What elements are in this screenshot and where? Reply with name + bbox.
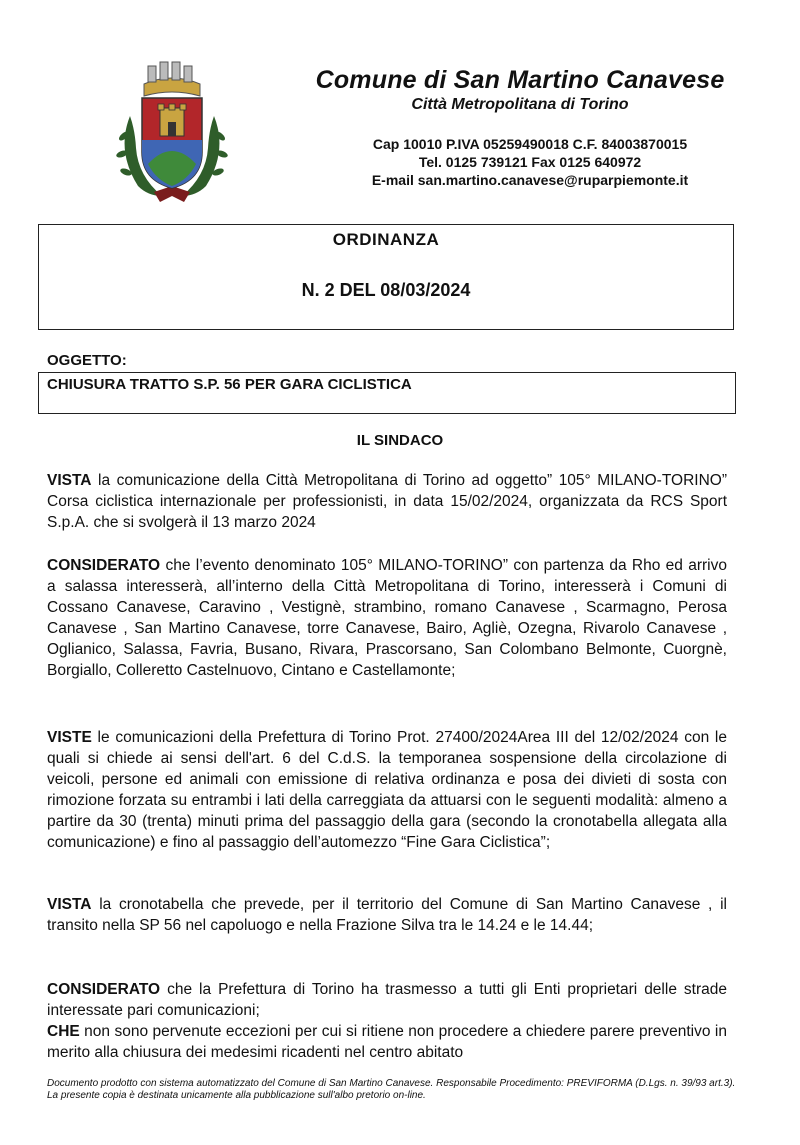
paragraph-lead: CONSIDERATO	[47, 981, 161, 998]
paragraph-considerato-2	[47, 979, 727, 1063]
paragraph-vista-2	[47, 894, 727, 936]
paragraph-text: che l’evento denominato 105° MILANO-TORINO” con partenza da Rho ed arrivo a salassa interesserà, all’interno della Città Metropolitana di Torino, interesserà i Comuni di Cossano Canavese, Caravino , Vestignè, strambino, romano Canavese , Scarmagno, Perosa Canavese , San Martino Canavese, torre Canavese, Bairo, Agliè, Ozegna, Rivarolo Canavese , Oglianico, Salassa, Favria, Busano, Rivara, Prascorsano, San Colombano Belmonte, Cuorgnè, Borgiallo, Colleretto Castelnuovo, Cintano e Castellamonte;	[47, 557, 727, 679]
paragraph-considerato-1	[47, 555, 727, 681]
paragraph-vista-1	[47, 470, 727, 533]
coat-of-arms-icon	[108, 56, 236, 206]
paragraph-lead: VISTE	[47, 729, 92, 746]
ordinance-number: N. 2 DEL 08/03/2024	[301, 280, 471, 300]
crown	[144, 62, 200, 96]
subject-label: OGGETTO:	[47, 352, 127, 369]
municipality-name: Comune di San Martino Canavese	[315, 66, 725, 94]
paragraph-text: che la Prefettura di Torino ha trasmesso a tutti gli Enti proprietari delle strade interessate pari comunicazioni;	[47, 981, 727, 1019]
tax-ids: Cap 10010 P.IVA 05259490018 C.F. 84003870015	[372, 136, 688, 152]
paragraph-text: le comunicazioni della Prefettura di Torino Prot. 27400/2024Area III del 12/02/2024 con le quali si chiede ai sensi dell'art. 6 del C.d.S. la temporanea sospensione della circolazione di veicoli, persone ed animali con emissione di relativa ordinanza e posa dei divieti di sosta con rimozione forzata su entrambi i lati della carreggiata da attuarsi con le seguenti modalità: almeno a partire da 30 (trenta) minuti prima del passaggio della gara (secondo la cronotabella allegata alla comunicazione) e fino al passaggio dell’automezzo “Fine Gara Ciclistica”;	[47, 729, 727, 851]
shield	[142, 98, 202, 188]
subject-text: CHIUSURA TRATTO S.P. 56 PER GARA CICLISTICA	[47, 376, 412, 393]
paragraph-lead: CONSIDERATO	[47, 557, 161, 574]
email: E-mail san.martino.canavese@ruparpiemonte.it	[371, 172, 689, 188]
paragraph-lead: VISTA	[47, 896, 92, 913]
footer-note: Documento prodotto con sistema automatizzato del Comune di San Martino Canavese. Responsabile Procedimento: PREVIFORMA (D.Lgs. n. 39/93 art.3). La presente copia è destinata unicamente alla pubblicazione sull'albo pretorio on-line.	[47, 1078, 736, 1101]
paragraph-viste	[47, 727, 727, 853]
paragraph-text: la comunicazione della Città Metropolitana di Torino ad oggetto” 105° MILANO-TORINO” Corsa ciclistica internazionale per professionisti, in data 15/02/2024, organizzata da RCS Sport S.p.A. che si svolgerà il 13 marzo 2024	[47, 472, 727, 531]
authority-heading: IL SINDACO	[356, 432, 444, 449]
paragraph-text: non sono pervenute eccezioni per cui si ritiene non procedere a chiedere parere preventivo in merito alla chiusura dei medesimi ricadenti nel centro abitato	[47, 1023, 727, 1061]
paragraph-lead: CHE	[47, 1023, 80, 1040]
phone-fax: Tel. 0125 739121 Fax 0125 640972	[418, 154, 642, 170]
metropolitan-city: Città Metropolitana di Torino	[411, 96, 629, 113]
paragraph-lead: VISTA	[47, 472, 92, 489]
ordinance-title: ORDINANZA	[332, 230, 440, 249]
paragraph-text: la cronotabella che prevede, per il territorio del Comune di San Martino Canavese , il transito nella SP 56 nel capoluogo e nella Frazione Silva tra le 14.24 e le 14.44;	[47, 896, 727, 934]
